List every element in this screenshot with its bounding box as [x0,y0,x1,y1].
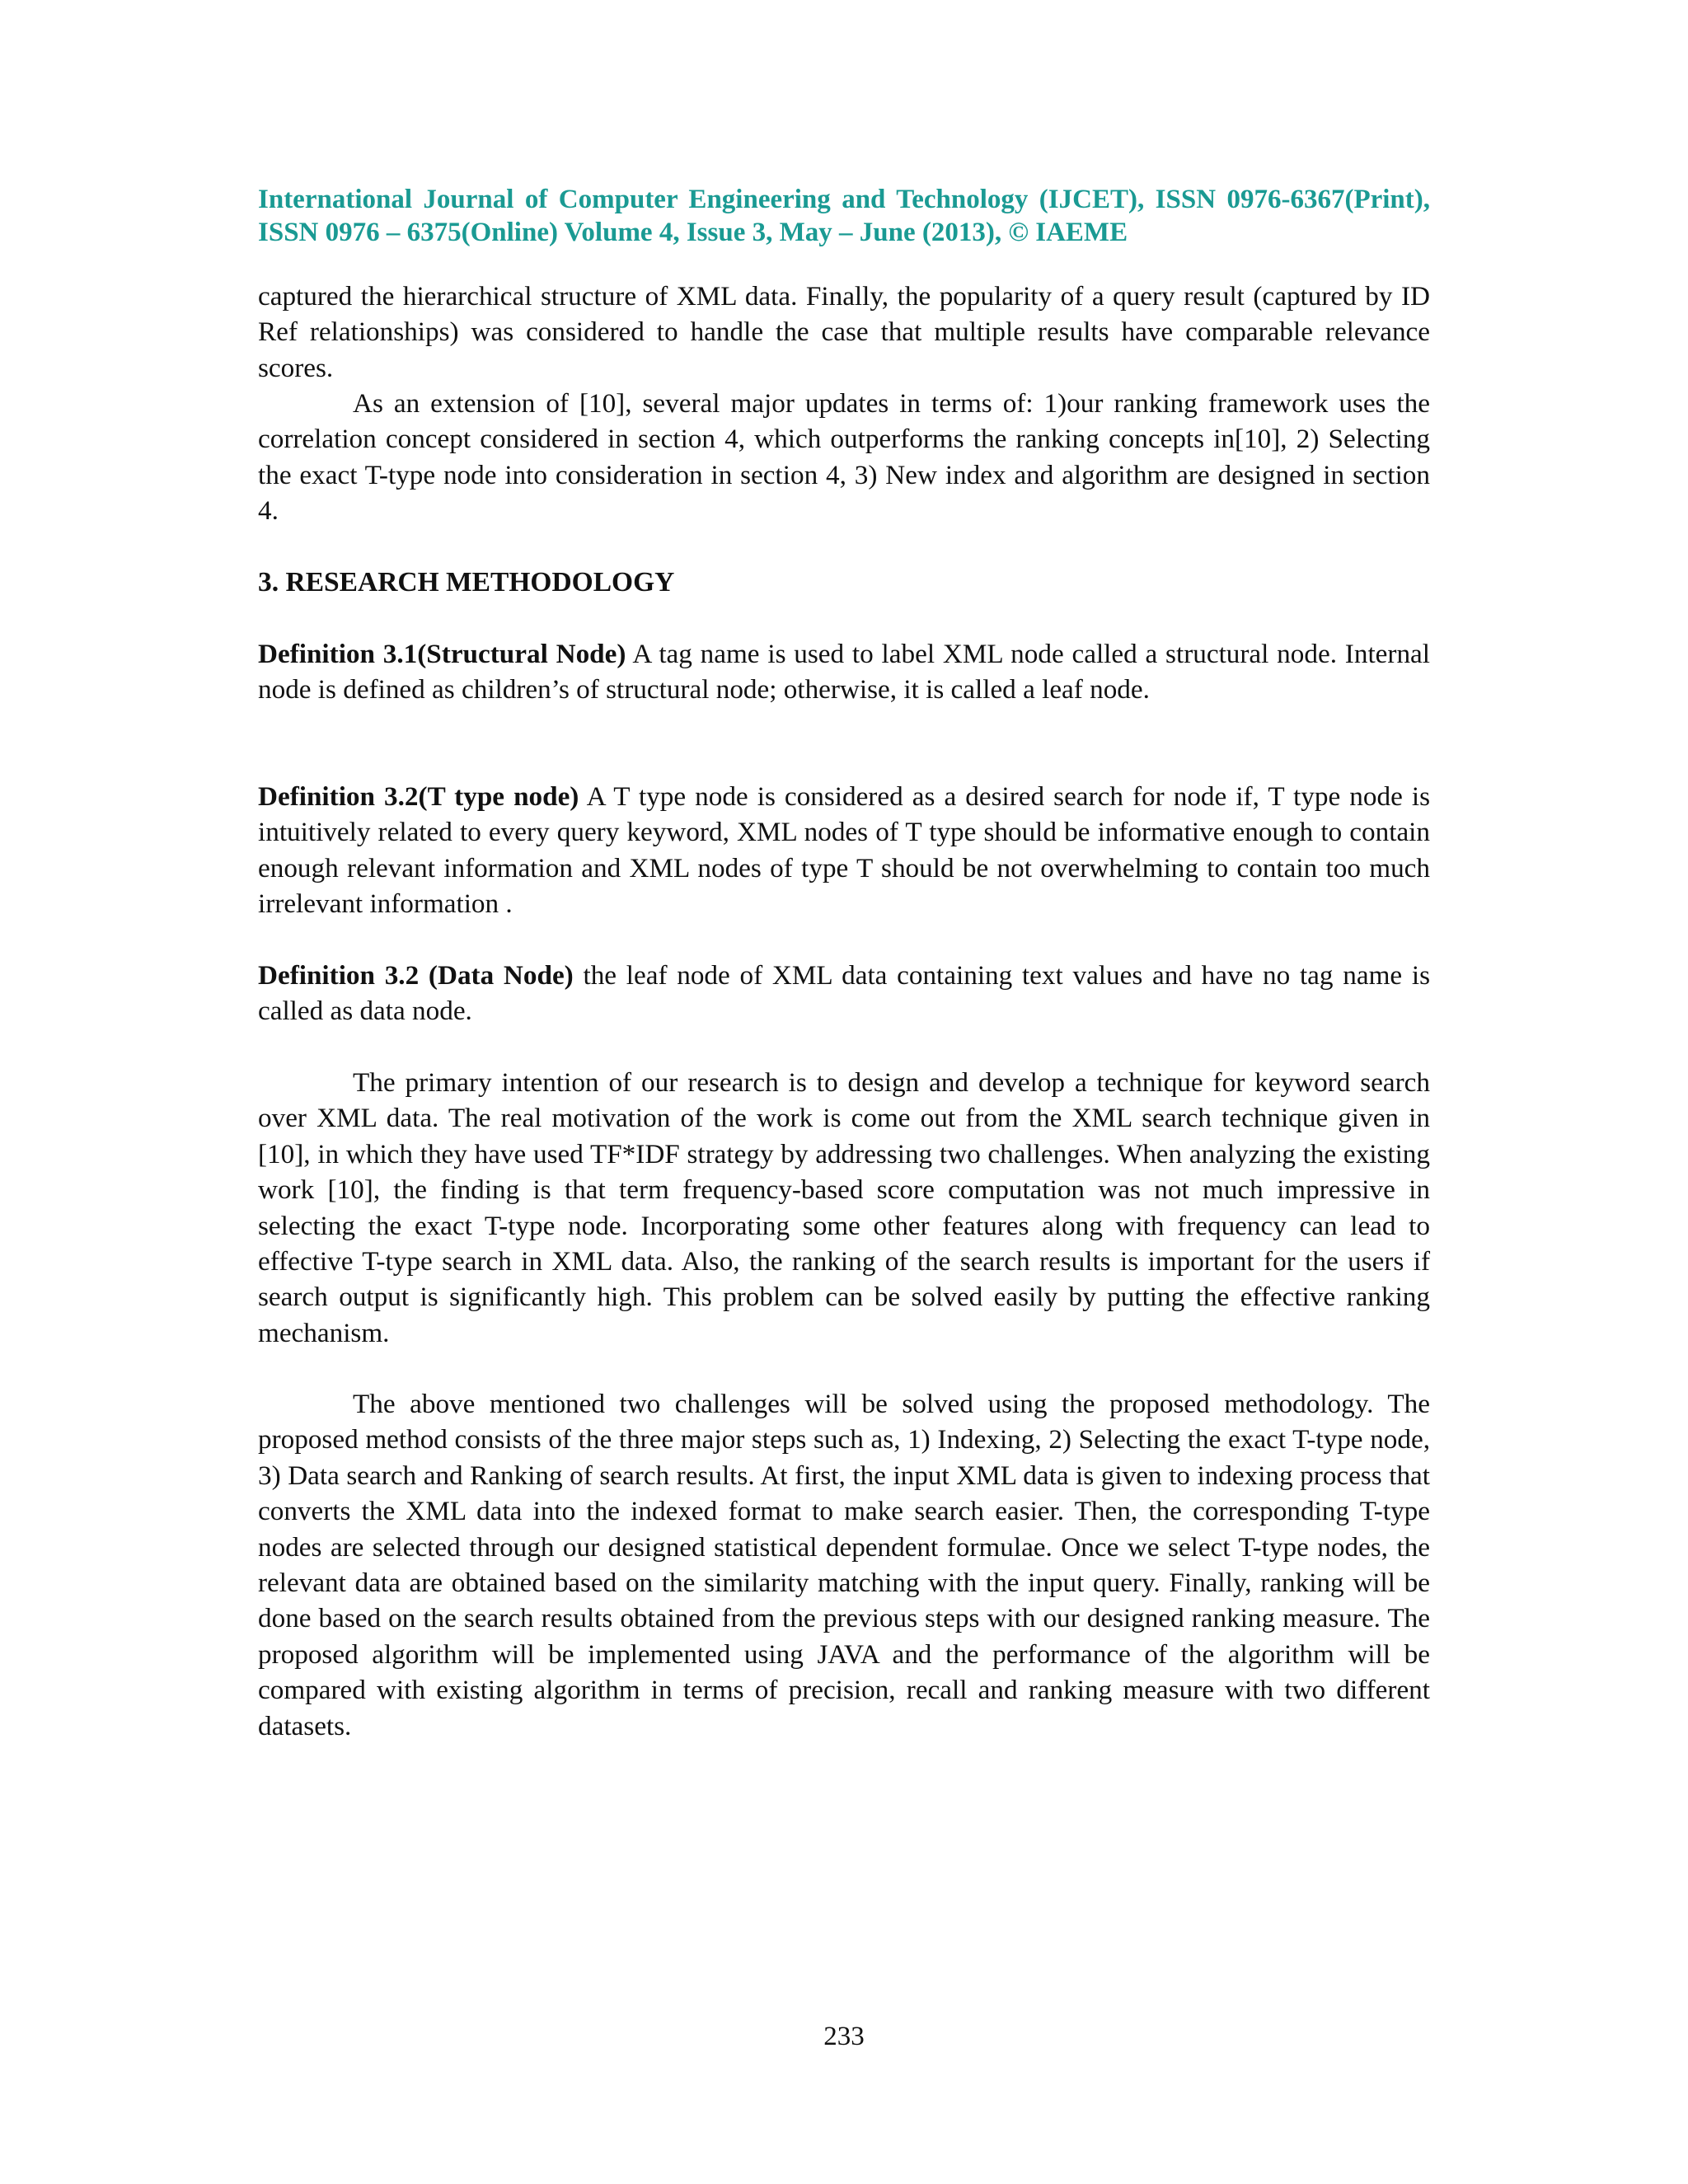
definition-text: the leaf node of XML data containing text values and have no tag name is called as data node. [258,960,1430,1027]
definition-structural-node [258,636,1430,708]
methodology-paragraph-2: The above mentioned two challenges will be solved using the proposed methodology. The proposed method consists of the three major steps such as, 1) Indexing, 2) Selecting the exact T-type node, 3) Data search and Ranking of search results. At first, the input XML data is given to indexing process that converts the XML data into the indexed format to make search easier. Then, the corresponding T-type nodes are selected through our designed statistical dependent formulae. Once we select T-type nodes, the relevant data are obtained based on the similarity matching with the input query. Finally, ranking will be done based on the search results obtained from the previous steps with our designed ranking measure. The proposed algorithm will be implemented using JAVA and the performance of the algorithm will be compared with existing algorithm in terms of precision, recall and ranking measure with two different datasets. [258,1389,1430,1741]
definition-term: Definition 3.1(Structural Node) [258,639,626,669]
definition-term: Definition 3.2 (Data Node) [258,960,574,991]
definition-text: A tag name is used to label XML node called a structural node. Internal node is defined as children’s of structural node; otherwise, it is called a leaf node. [258,639,1430,705]
intro-paragraph-2: As an extension of [10], several major updates in terms of: 1)our ranking framework uses the correlation concept considered in section 4, which outperforms the ranking concepts in[10], 2) Selecting the exact T-type node into consideration in section 4, 3) New index and algorithm are designed in section 4. [258,388,1430,527]
section-heading: 3. RESEARCH METHODOLOGY [258,567,675,598]
definition-data-node [258,958,1430,1029]
definition-text: A T type node is considered as a desired search for node if, T type node is intuitively related to every query keyword, XML nodes of T type should be informative enough to contain enough relevant information and XML nodes of type T should be not overwhelming to contain too much irrelevant information . [258,781,1431,920]
methodology-paragraph-1: The primary intention of our research is to design and develop a technique for keyword search over XML data. The real motivation of the work is come out from the XML search technique given in [10], in which they have used TF*IDF strategy by addressing two challenges. When analyzing the existing work [10], the finding is that term frequency-based score computation was not much impressive in selecting the exact T-type node. Incorporating some other features along with frequency can lead to effective T-type search in XML data. Also, the ranking of the search results is important for the users if search output is significantly high. This problem can be solved easily by putting the effective ranking mechanism. [258,1067,1430,1348]
journal-header: International Journal of Computer Engineering and Technology (IJCET), ISSN 0976-6367(Print), ISSN 0976 – 6375(Online) Volume 4, Issue 3, May – June (2013), © IAEME [258,185,1430,247]
definition-term: Definition 3.2(T type node) [258,781,579,812]
intro-paragraph-1: captured the hierarchical structure of XML data. Finally, the popularity of a query result (captured by ID Ref relationships) was considered to handle the case that multiple results have comparable relevance scores. [258,281,1430,383]
page-number: 233 [823,2022,865,2051]
definition-t-type-node [258,779,1430,922]
